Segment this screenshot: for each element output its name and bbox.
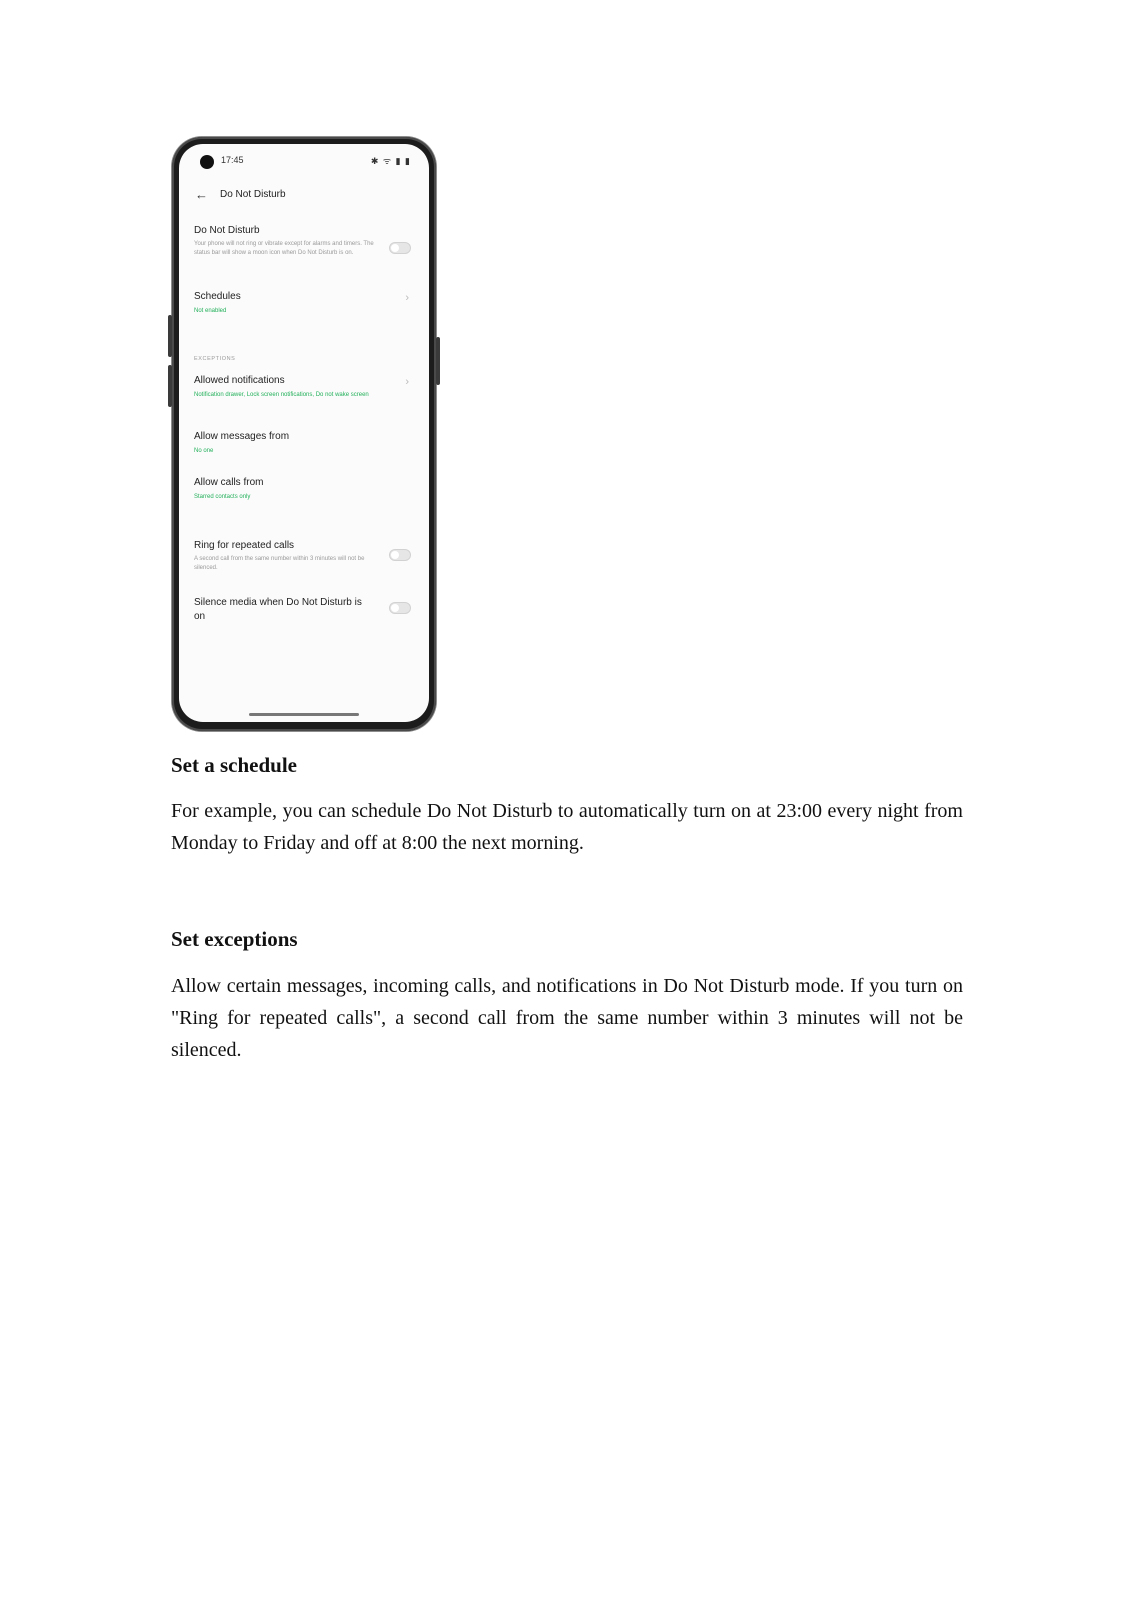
row-title: Allow messages from [194, 431, 290, 442]
row-title: Allowed notifications [194, 375, 285, 386]
repeated-calls-row[interactable] [194, 539, 415, 573]
repeated-calls-switch[interactable] [389, 549, 411, 561]
row-title: Silence media when Do Not Disturb is on [194, 597, 362, 622]
phone-screenshot [172, 137, 436, 731]
row-status: Not enabled [194, 308, 227, 314]
silence-media-switch[interactable] [389, 602, 411, 614]
row-title: Allow calls from [194, 477, 264, 488]
row-status: Starred contacts only [194, 494, 251, 500]
phone-screen [179, 144, 429, 722]
heading-set-schedule: Set a schedule [171, 753, 297, 777]
row-title: Ring for repeated calls [194, 540, 295, 551]
row-status: Notification drawer, Lock screen notifications, Do not wake screen [194, 392, 369, 398]
allow-calls-row[interactable] [194, 476, 415, 502]
screen-title: Do Not Disturb [220, 189, 286, 200]
paragraph-schedule: For example, you can schedule Do Not Disturb to automatically turn on at 23:00 every night from Monday to Friday and off at 8:00 the next morning. [171, 800, 963, 854]
allowed-notifications-row[interactable] [194, 374, 415, 400]
heading-set-exceptions: Set exceptions [171, 927, 298, 951]
power-button [436, 337, 440, 385]
section-label: EXCEPTIONS [194, 356, 236, 362]
paragraph-exceptions: Allow certain messages, incoming calls, and notifications in Do Not Disturb mode. If you turn on "Ring for repeated calls", a second call from the same number within 3 minutes will not be silenced. [171, 975, 963, 1061]
chevron-right-icon: › [405, 292, 409, 304]
screen-header [195, 188, 286, 201]
volume-down-button [168, 365, 172, 407]
status-clock: 17:45 [221, 155, 244, 165]
silence-media-row[interactable] [194, 596, 415, 624]
row-title: Schedules [194, 291, 241, 302]
front-camera [200, 155, 214, 169]
row-description: Your phone will not ring or vibrate except for alarms and timers. The status bar will show a moon icon when Do Not Disturb is on. [194, 241, 374, 256]
back-arrow-icon[interactable]: ← [195, 187, 208, 202]
dnd-toggle-row[interactable] [194, 224, 415, 258]
allow-messages-row[interactable] [194, 430, 415, 456]
chevron-right-icon: › [405, 376, 409, 388]
volume-up-button [168, 315, 172, 357]
status-icons: ✱ ᯤ ▮ ▮ [370, 156, 411, 166]
schedules-row[interactable] [194, 290, 415, 316]
row-status: No one [194, 448, 214, 454]
home-indicator [249, 713, 359, 716]
dnd-switch[interactable] [389, 242, 411, 254]
row-description: A second call from the same number within 3 minutes will not be silenced. [194, 556, 365, 571]
row-title: Do Not Disturb [194, 225, 260, 236]
